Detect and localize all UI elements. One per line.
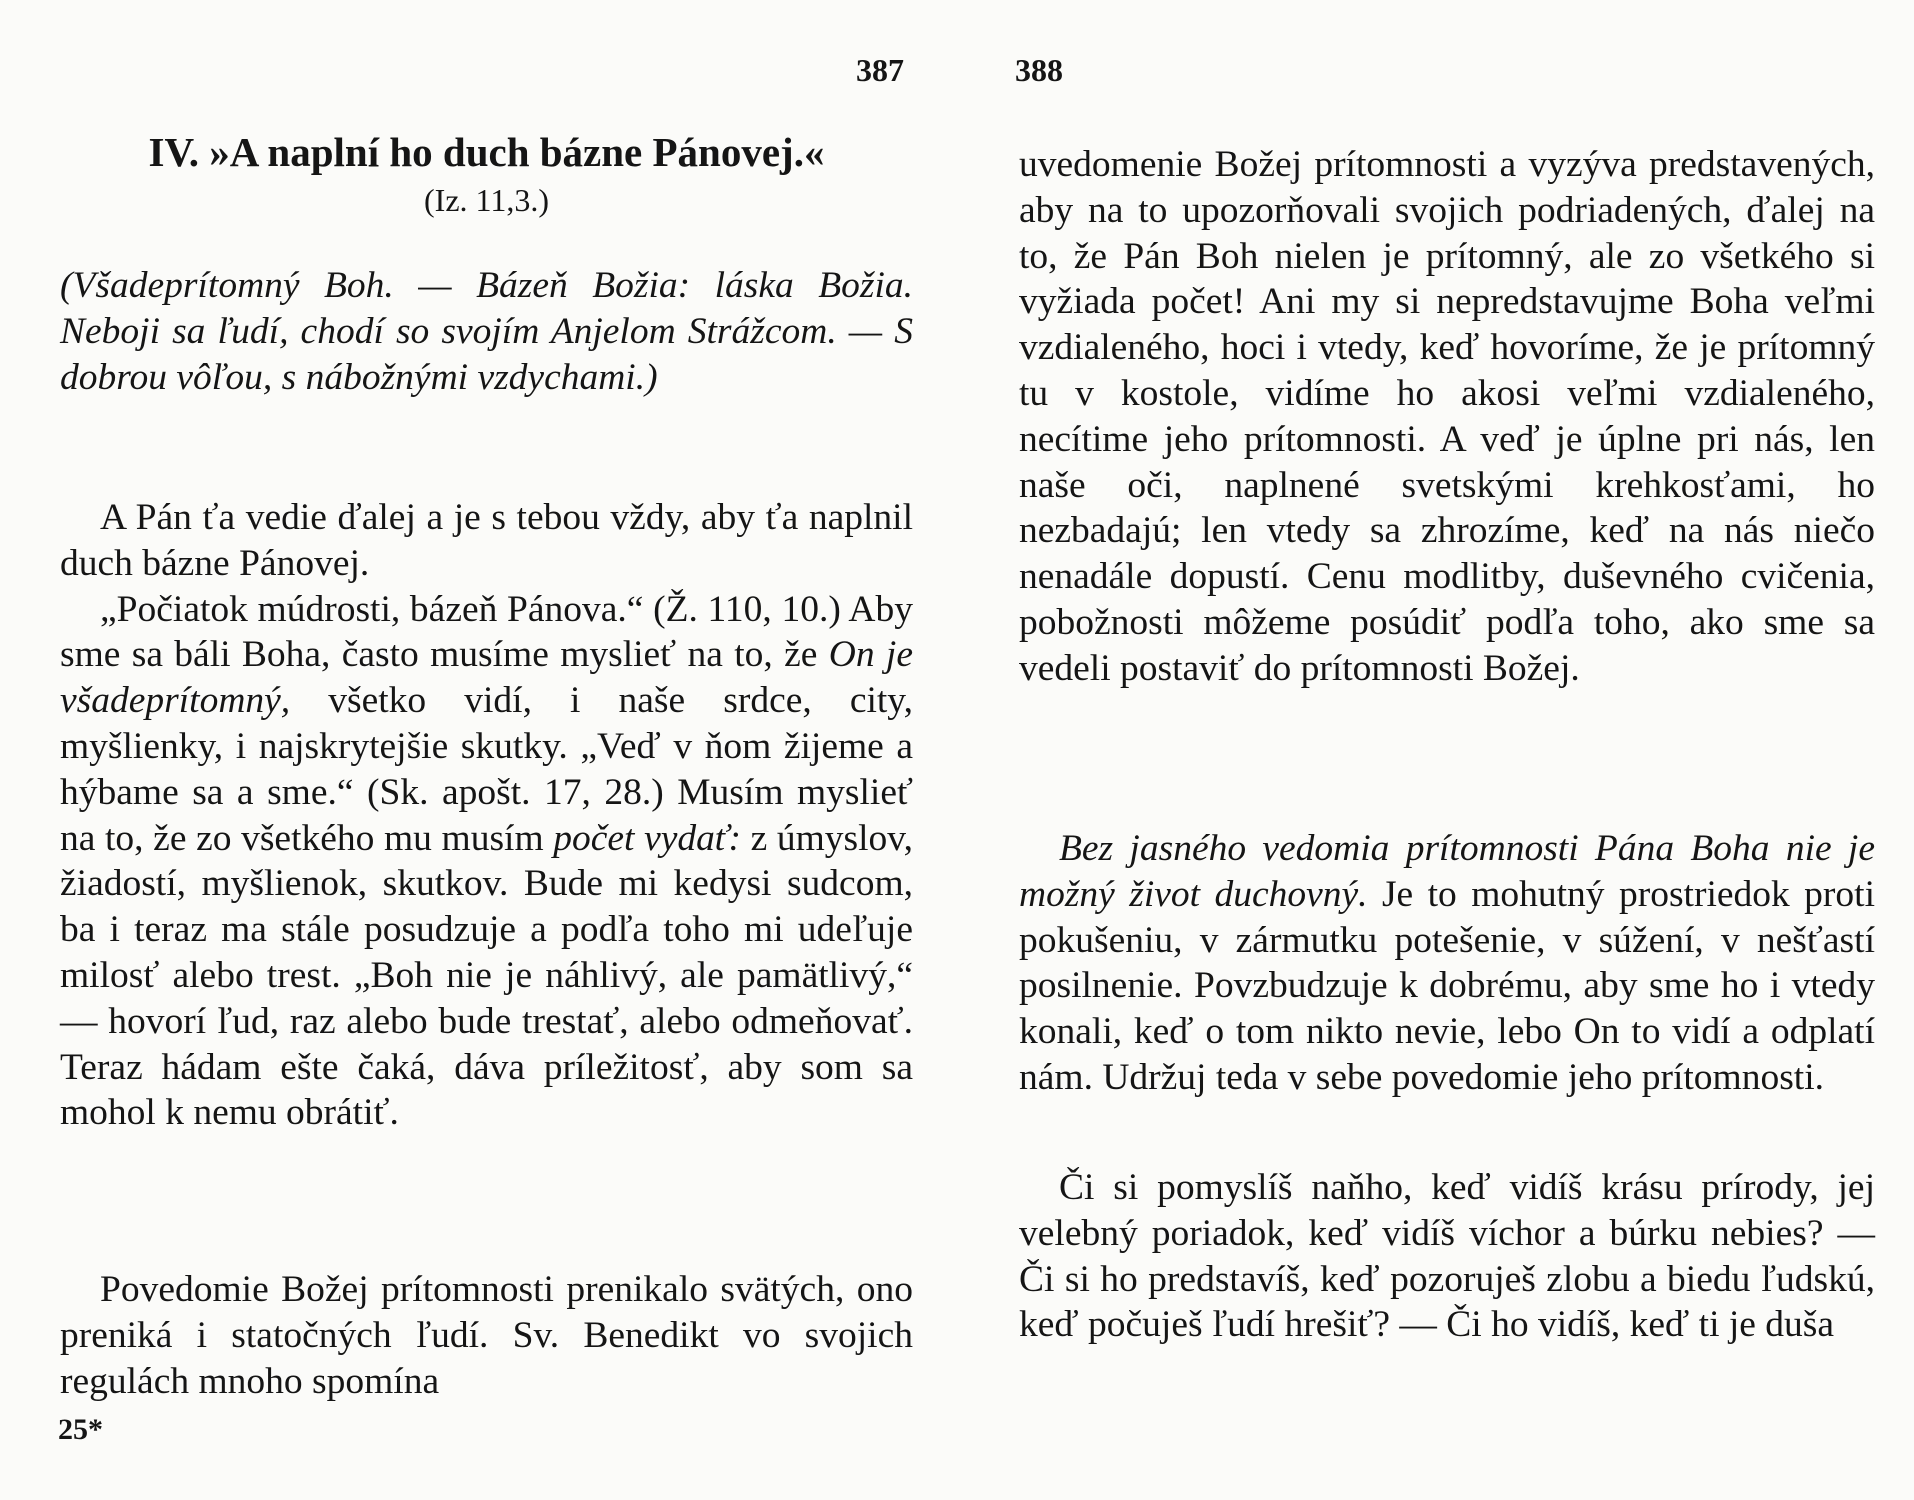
scripture-reference: (Iz. 11,3.) — [424, 182, 549, 218]
signature-mark: 25* — [58, 1413, 103, 1446]
paragraph: Či si pomyslíš naňho, keď vidíš krásu prírody, jej velebný poriadok, keď vidíš víchor a búrku nebies? — Či si ho predstavíš, keď pozoruješ zlobu a biedu ľudskú, keď počuješ ľudí hrešiť? — Či ho vidíš, keď ti je duša — [1019, 1167, 1875, 1346]
text-run: „Počiatok múdrosti, bázeň Pánova.“ (Ž. 110, 10.) Aby sme sa báli Boha, často musíme myslieť na to, že — [60, 588, 913, 676]
emphasis: On je všadeprítomný, — [60, 634, 913, 722]
right-page — [957, 0, 1914, 1500]
chapter-summary — [60, 263, 913, 400]
text-run: z úmyslov, žiadostí, myšlienok, skutkov. Bude mi kedysi sudcom, ba i teraz ma stále posudzuje a podľa toho mi udeľuje milosť alebo trest. „Boh nie je náhlivý, ale pamätlivý,“ — hovorí ľud, raz alebo bude trestať, alebo odmeňovať. Teraz hádam ešte čaká, dáva príležitosť, aby som sa mohol k nemu obrátiť. — [60, 817, 913, 1134]
paragraph — [1019, 826, 1875, 1101]
paragraph: Povedomie Božej prítomnosti prenikalo svätých, ono preniká i statočných ľudí. Sv. Benedikt vo svojich regulách mnoho spomína — [60, 1269, 913, 1402]
body-text-continued — [60, 1267, 913, 1404]
text-run: Je to mohutný prostriedok proti pokušeniu, v zármutku potešenie, v súžení, v nešťastí posilnenie. Povzbudzuje k dobrému, aby sme ho i vtedy konali, keď o tom nikto nevie, lebo On to vidí a odplatí nám. Udržuj teda v sebe povedomie jeho prítomnosti. — [1019, 873, 1876, 1098]
body-text — [1019, 1165, 1875, 1348]
paragraph: A Pán ťa vedie ďalej a je s tebou vždy, aby ťa naplnil duch bázne Pánovej. — [60, 497, 913, 584]
emphasis: Bez jasného vedomia prítomnosti Pána Boha nie je možný život duchovný. — [1019, 828, 1875, 915]
emphasis: počet vydať: — [553, 817, 741, 859]
summary-text: (Všadeprítomný Boh. — Bázeň Božia: láska Božia. Neboji sa ľudí, chodí so svojím Anjelom Strážcom. — S dobrou vôľou, s nábožnými vzdychami.) — [60, 265, 913, 398]
page-number: 387 — [856, 52, 904, 88]
chapter-heading: IV. »A naplní ho duch bázne Pánovej.« — [148, 129, 825, 175]
text-run: všetko vidí, i naše srdce, city, myšlienky, i najskrytejšie skutky. „Veď v ňom žijeme a hýbame sa a sme.“ (Sk. apošt. 17, 28.) Musím myslieť na to, že zo všetkého mu musím — [60, 680, 913, 859]
paragraph — [60, 587, 913, 1137]
body-text — [60, 495, 913, 1136]
paragraph: uvedomenie Božej prítomnosti a vyzýva predstavených, aby na to upozorňovali svojich podriadených, ďalej na to, že Pán Boh nielen je prítomný, ale zo všetkého si vyžiada počet! Ani my si nepredstavujme Boha veľmi vzdialeného, hoci i vtedy, keď hovoríme, že je prítomný tu v kostole, vidíme ho akosi veľmi vzdialeného, necítime jeho prítomnosti. A veď je úplne pri nás, len naše oči, naplnené svetskými krehkosťami, ho nezbadajú; len vtedy sa zhrozíme, keď na nás niečo nenadále dopustí. Cenu modlitby, duševného cvičenia, pobožnosti môžeme posúdiť podľa toho, ako sme sa vedeli postaviť do prítomnosti Božej. — [1019, 144, 1875, 689]
page-number: 388 — [1015, 52, 1063, 88]
body-text — [1019, 142, 1875, 692]
body-text — [1019, 826, 1875, 1101]
